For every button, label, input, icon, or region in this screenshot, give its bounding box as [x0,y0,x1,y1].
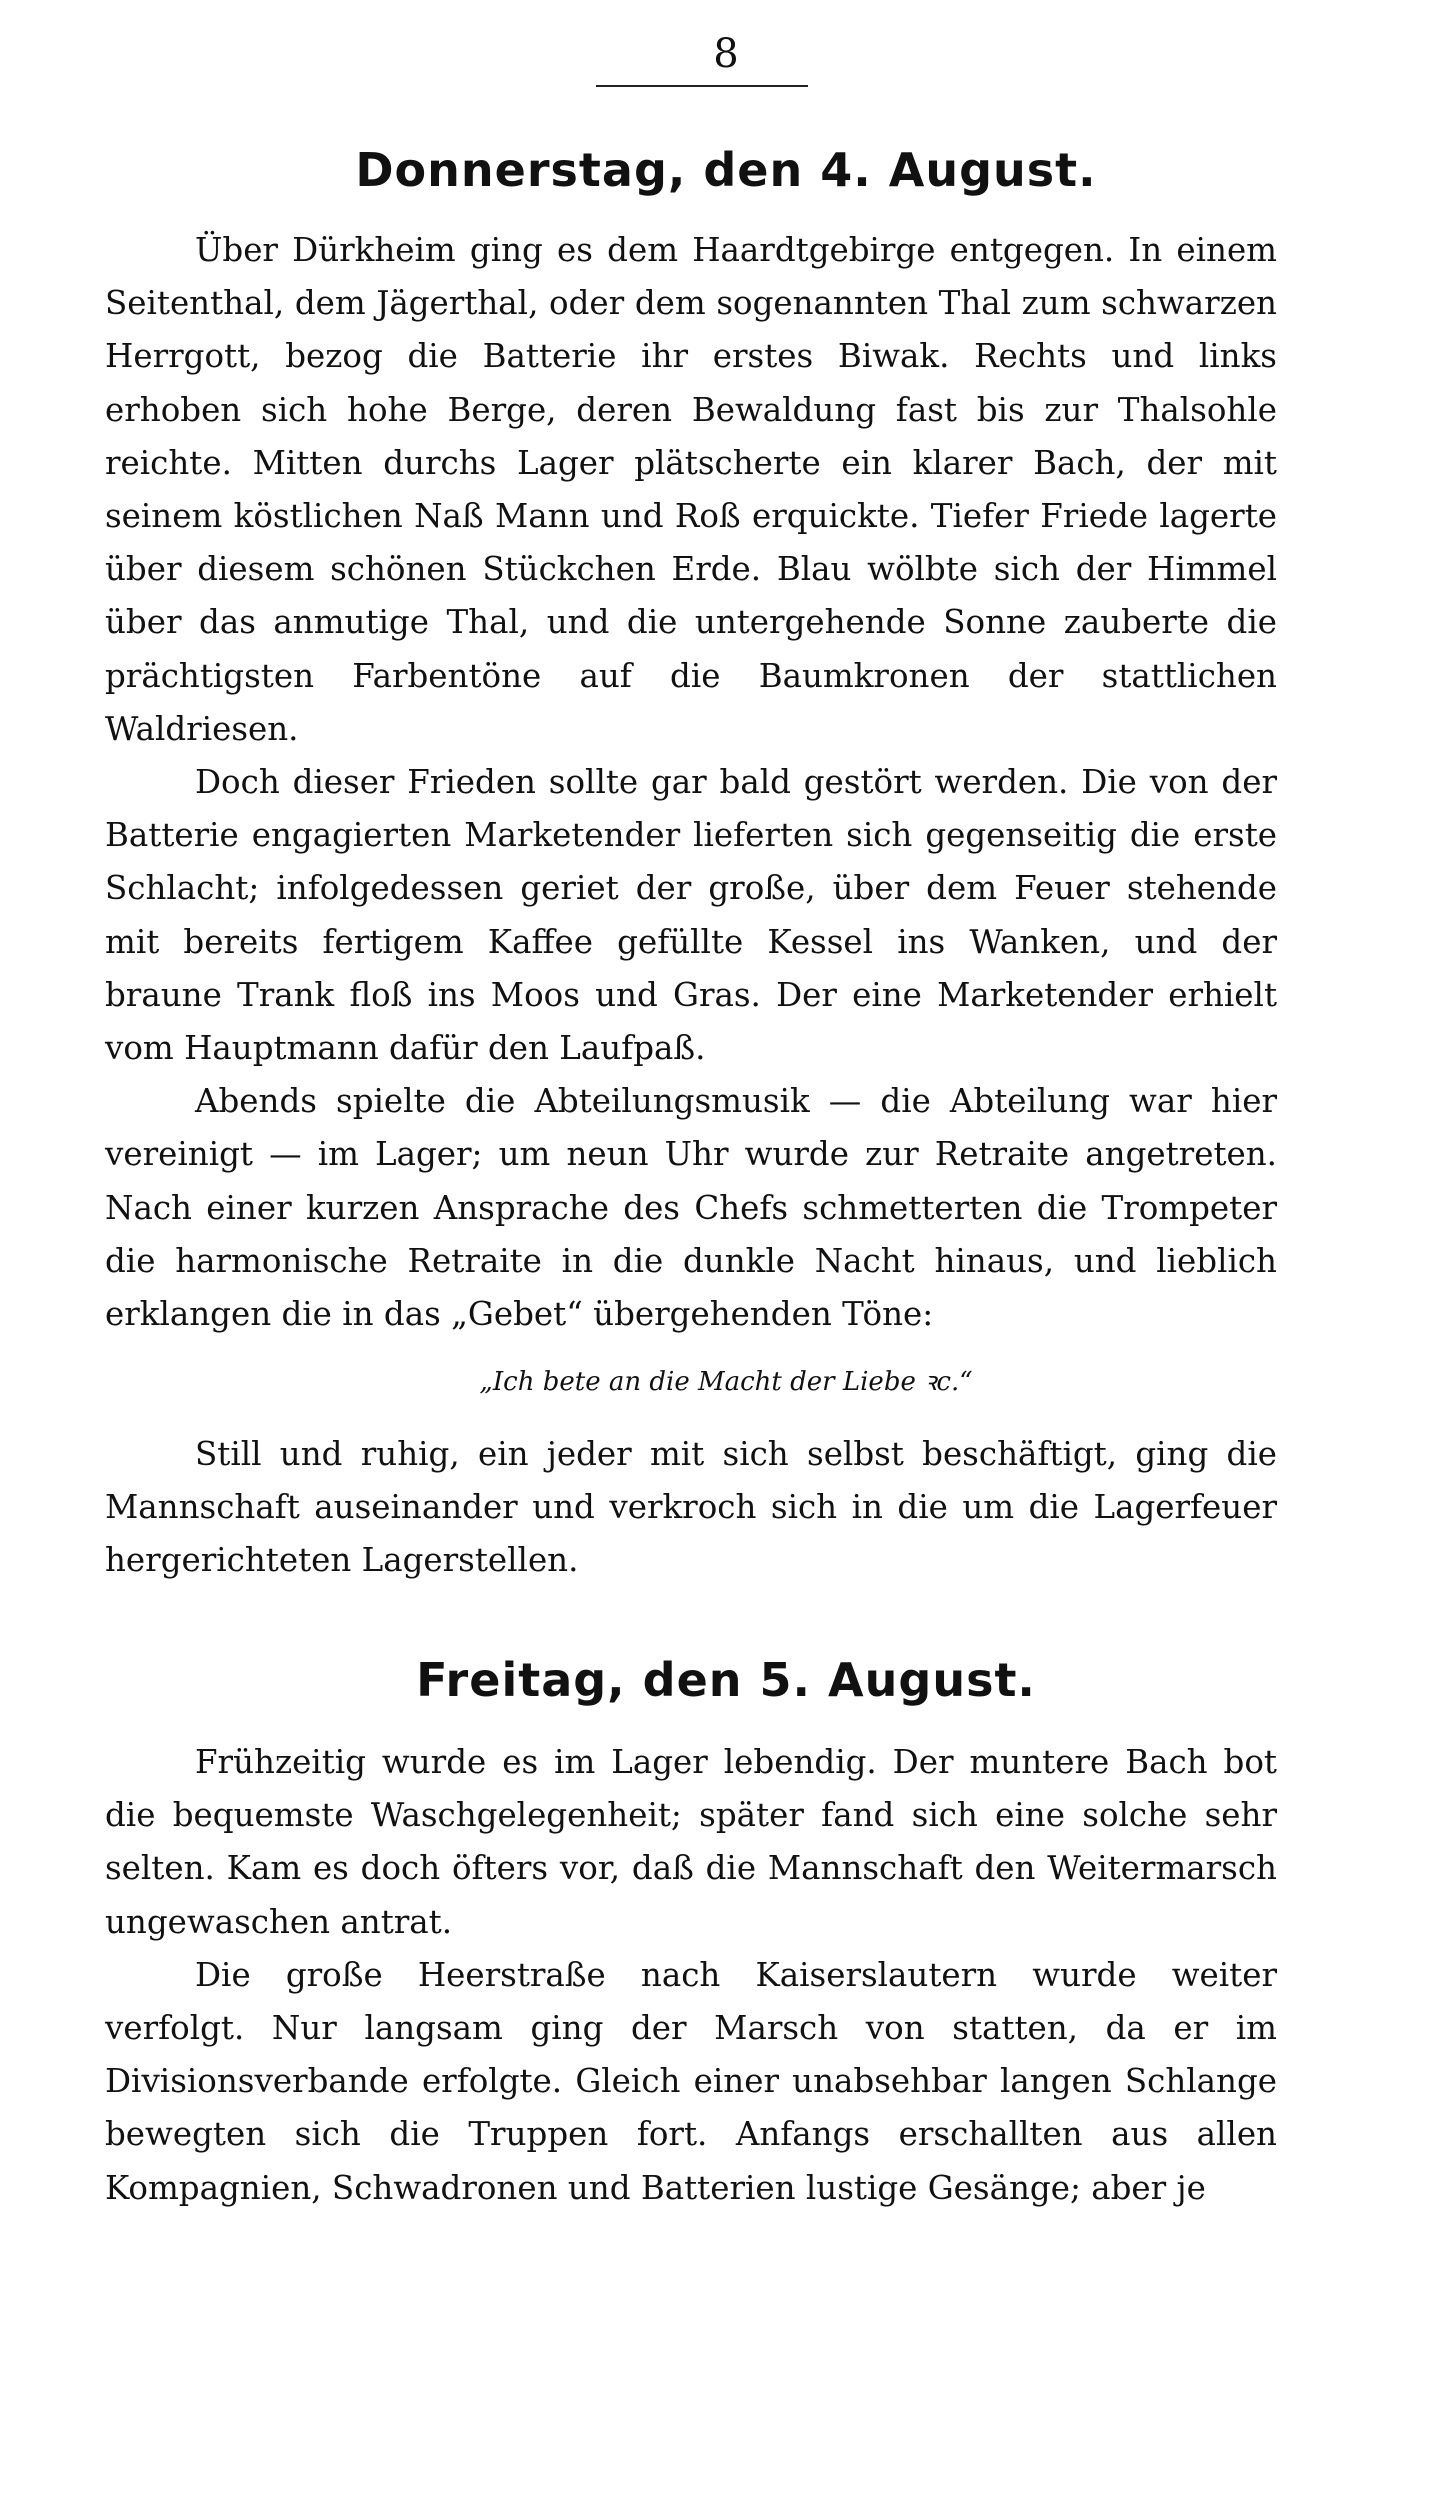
page-number-rule [596,85,808,87]
section-closing-thursday [105,1428,1277,1588]
paragraph: Die große Heerstraße nach Kaiserslautern wurde weiter verfolgt. Nur langsam ging der Marsch von statten, da er im Divisionsverbande erfolgte. Gleich einer unabsehbar langen Schlange bewegten sich die Truppen fort. Anfangs erschallten aus allen Kompagnien, Schwadronen und Batterien lustige Gesänge; aber je [105,1955,1277,2207]
paragraph: Still und ruhig, ein jeder mit sich selbst beschäftigt, ging die Mannschaft auseinander und verkroch sich in die um die Lagerfeuer hergerichteten Lagerstellen. [105,1435,1277,1580]
section-body-thursday [105,224,1277,1341]
section-heading-thursday: Donnerstag, den 4. August. [355,143,1097,197]
paragraph: Frühzeitig wurde es im Lager lebendig. Der muntere Bach bot die bequemste Waschgelegenheit; später fand sich eine solche sehr selten. Kam es doch öfters vor, daß die Mannschaft den Weitermarsch ungewaschen antrat. [105,1743,1277,1941]
section-body-friday [105,1736,1277,2215]
page-number: 8 [713,31,739,77]
paragraph: Abends spielte die Abteilungsmusik — die Abteilung war hier vereinigt — im Lager; um neun Uhr wurde zur Retraite angetreten. Nach einer kurzen Ansprache des Chefs schmetterten die Trompeter die harmonische Retraite in die dunkle Nacht hinaus, und lieblich erklangen die in das „Gebet“ übergehenden Töne: [105,1082,1277,1334]
paragraph: Doch dieser Frieden sollte gar bald gestört werden. Die von der Batterie engagierten Marketender lieferten sich gegenseitig die erste Schlacht; infolgedessen geriet der große, über dem Feuer stehende mit bereits fertigem Kaffee gefüllte Kessel ins Wanken, und der braune Trank floß ins Moos und Gras. Der eine Marketender erhielt vom Hauptmann dafür den Laufpaß. [105,763,1277,1068]
paragraph: Über Dürkheim ging es dem Haardtgebirge entgegen. In einem Seitenthal, dem Jägerthal, oder dem sogenannten Thal zum schwarzen Herrgott, bezog die Batterie ihr erstes Biwak. Rechts und links erhoben sich hohe Berge, deren Bewaldung fast bis zur Thalsohle reichte. Mitten durchs Lager plätscherte ein klarer Bach, der mit seinem köstlichen Naß Mann und Roß erquickte. Tiefer Friede lagerte über diesem schönen Stückchen Erde. Blau wölbte sich der Himmel über das anmutige Thal, und die untergehende Sonne zauberte die prächtigsten Farbentöne auf die Baumkronen der stattlichen Waldriesen. [105,231,1277,748]
quoted-hymn-line: „Ich bete an die Macht der Liebe ꝛc.“ [479,1367,973,1397]
section-heading-friday: Freitag, den 5. August. [416,1653,1036,1707]
